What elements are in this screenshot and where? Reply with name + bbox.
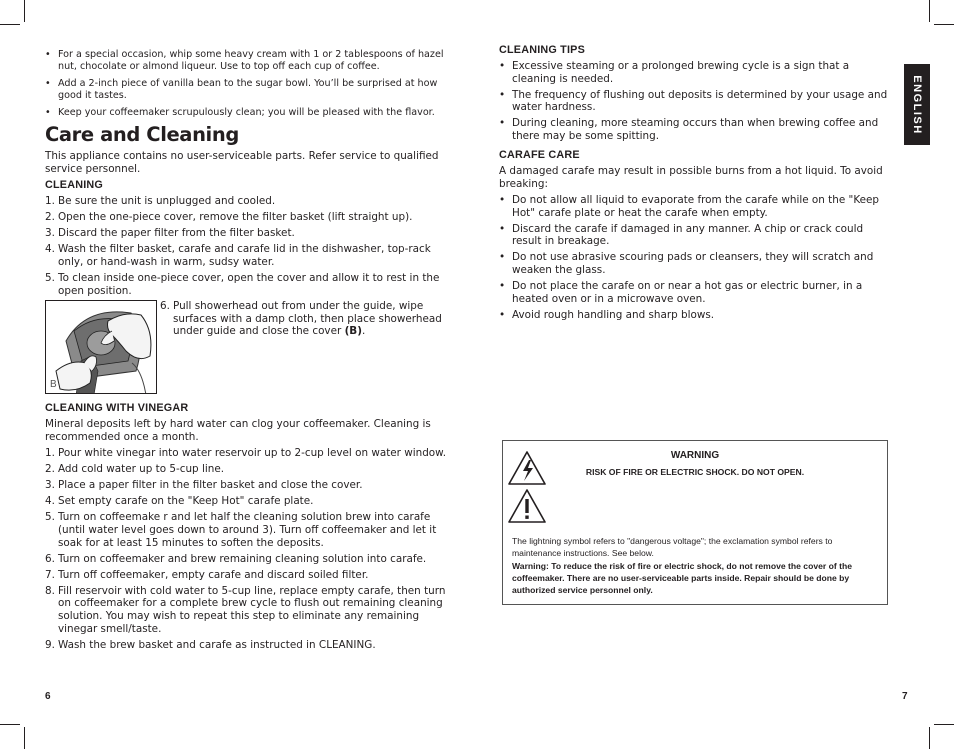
list-item: 4. Wash the filter basket, carafe and carafe lid in the dishwasher, top-rack only, or hand-wash in warm, sudsy water. (45, 243, 431, 268)
list-item: 9. Wash the brew basket and carafe as instructed in CLEANING. (45, 638, 376, 651)
list-item: 5. Turn on coffeemake r and let half the cleaning solution brew into carafe (until water level goes down to around 3). Turn off coffeemaker and let it soak for at least 15 minutes to soften the deposits. (45, 511, 437, 549)
list-item: 5. To clean inside one-piece cover, open the cover and allow it to rest in the open position. (45, 271, 440, 297)
crop-mark (24, 727, 25, 749)
warning-body: Warning: To reduce the risk of fire or electric shock, do not remove the cover of the coffeemaker. There are no user-serviceable parts inside. Repair should be done by authorized service personnel only. (512, 561, 852, 595)
list-item: 6. Turn on coffeemaker and brew remaining cleaning solution into carafe. (45, 552, 427, 565)
list-item: 1. Be sure the unit is unplugged and cooled. (45, 195, 276, 207)
list-item: 1. Pour white vinegar into water reservoir up to 2-cup level on water window. (45, 447, 447, 459)
showerhead-illustration (45, 300, 157, 394)
crop-mark (934, 24, 954, 25)
list-item: 3. Place a paper filter in the filter basket and close the cover. (45, 479, 363, 492)
list-item: • Do not use abrasive scouring pads or cleansers, they will scratch and weaken the glass. (499, 251, 891, 276)
page-number-right: 7 (902, 691, 908, 702)
warning-title: WARNING (670, 450, 720, 461)
crop-mark (929, 727, 930, 749)
page-title: Care and Cleaning (45, 123, 239, 146)
warning-box (502, 440, 888, 605)
vinegar-heading: CLEANING WITH VINEGAR (45, 402, 189, 414)
intro-text: This appliance contains no user-serviceable parts. Refer service to qualified service personnel. (45, 150, 439, 175)
cleaning-tips-heading: CLEANING TIPS (499, 44, 585, 56)
crop-mark (24, 0, 25, 22)
cleaning-heading: CLEANING (45, 179, 103, 191)
figure-label: B (50, 379, 57, 390)
carafe-intro: A damaged carafe may result in possible burns from a hot liquid. To avoid breaking: (499, 165, 883, 190)
warning-subtitle: RISK OF FIRE OR ELECTRIC SHOCK. DO NOT OPEN. (585, 467, 805, 477)
list-item: • Avoid rough handling and sharp blows. (499, 309, 891, 322)
list-item: • Do not allow all liquid to evaporate from the carafe while on the "Keep Hot" carafe plate or heat the carafe when empty. (499, 194, 891, 219)
list-item: 7. Turn off coffeemaker, empty carafe and discard soiled filter. (45, 568, 369, 581)
vinegar-intro: Mineral deposits left by hard water can clog your coffeemaker. Cleaning is recommended once a month. (45, 418, 431, 443)
list-item: • During cleaning, more steaming occurs than when brewing coffee and there may be some spitting. (499, 117, 894, 142)
coffee-tips-list (45, 49, 455, 119)
crop-mark (0, 724, 20, 725)
crop-mark (934, 724, 954, 725)
crop-mark (0, 24, 20, 25)
list-item: • Discard the carafe if damaged in any manner. A chip or crack could result in breakage. (499, 223, 891, 248)
carafe-care-heading: CARAFE CARE (499, 149, 580, 161)
symbol-note: The lightning symbol refers to "dangerous voltage"; the exclamation symbol refers to maintenance instructions. See below. (512, 536, 833, 558)
list-item: 4. Set empty carafe on the "Keep Hot" carafe plate. (45, 495, 314, 508)
list-item: • Excessive steaming or a prolonged brewing cycle is a sign that a cleaning is needed. (499, 60, 894, 85)
list-item: • Add a 2-inch piece of vanilla bean to the sugar bowl. You’ll be surprised at how good it tastes. (45, 78, 455, 103)
list-item: • Keep your coffeemaker scrupulously clean; you will be pleased with the flavor. (45, 107, 455, 119)
list-item: 8. Fill reservoir with cold water to 5-cup line, replace empty carafe, then turn on coffeemaker for a complete brew cycle to flush out remaining cleaning solution. You may wish to repeat this step to eliminate any remaining vinegar smell/taste. (45, 584, 446, 635)
hand-cleaning-showerhead-icon (46, 301, 157, 394)
list-item: • For a special occasion, whip some heavy cream with 1 or 2 tablespoons of hazel nut, chocolate or almond liqueur. Use to top off each cup of coffee. (45, 49, 455, 74)
language-tab: ENGLISH (904, 64, 930, 145)
cleaning-step-6: 6. Pull showerhead out from under the guide, wipe surfaces with a damp cloth, then place showerhead under guide and close the cover (B). (160, 300, 442, 338)
list-item: • The frequency of flushing out deposits is determined by your usage and water hardness. (499, 89, 894, 114)
list-item: 3. Discard the paper filter from the filter basket. (45, 227, 295, 240)
cleaning-tips-list (499, 60, 894, 143)
carafe-care-list (499, 194, 891, 321)
list-item: 2. Open the one-piece cover, remove the filter basket (lift straight up). (45, 211, 413, 224)
crop-mark (929, 0, 930, 22)
list-item: 2. Add cold water up to 5-cup line. (45, 463, 225, 476)
cleaning-steps (45, 195, 455, 297)
list-item: • Do not place the carafe on or near a hot gas or electric burner, in a heated oven or in a microwave oven. (499, 280, 891, 305)
exclamation-warning-icon (508, 489, 546, 523)
lightning-warning-icon (508, 451, 546, 485)
page-number-left: 6 (45, 691, 51, 702)
vinegar-steps (45, 447, 455, 651)
